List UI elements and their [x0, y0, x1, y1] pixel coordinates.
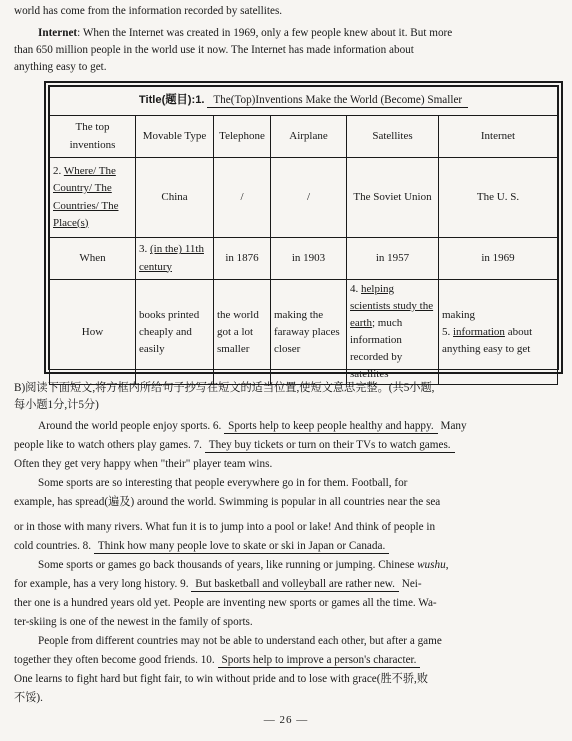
table-row-where — [50, 158, 558, 238]
answer-7: They buy tickets or turn on their TVs to watch games. — [205, 439, 455, 453]
header-internet: Internet — [439, 116, 558, 158]
when-label: When — [50, 238, 136, 280]
p2d: cold countries. 8. — [14, 540, 92, 552]
title-label: Title(题目):1. — [138, 94, 205, 107]
when-telephone: in 1876 — [214, 238, 271, 280]
inventions-table-frame — [44, 81, 563, 381]
answer-10: Sports help to improve a person's character. — [218, 654, 421, 668]
how-int-pre: making — [442, 308, 475, 321]
passage-line-1 — [38, 419, 467, 433]
where-telephone: / — [214, 158, 271, 238]
wushu-word: wushu — [417, 559, 446, 571]
table-header-row — [50, 116, 558, 158]
table-row-when — [50, 238, 558, 280]
when-internet: in 1969 — [439, 238, 558, 280]
p1c: people like to watch others play games. 7. — [14, 439, 202, 451]
how-sat-prefix: 4. — [350, 283, 359, 295]
passage-line-12: People from different countries may not be able to understand each other, but after a game — [38, 635, 442, 647]
passage-line-9 — [14, 577, 422, 591]
title-answer: The(Top)Inventions Make the World (Become) Smaller — [207, 94, 468, 108]
table-row-how — [50, 280, 558, 385]
p3a: Some sports or games go back thousands of years, like running or jumping. Chinese — [38, 559, 415, 571]
when-movable-type — [136, 238, 214, 280]
passage-line-11: ter-skiing is one of the newest in the family of sports. — [14, 616, 253, 628]
where-prefix: 2. — [53, 165, 62, 178]
header-satellites: Satellites — [347, 116, 439, 158]
page-number: — 26 — — [263, 714, 309, 726]
table-title-row — [50, 87, 558, 116]
header-airplane: Airplane — [271, 116, 347, 158]
header-telephone: Telephone — [214, 116, 271, 158]
passage-line-4: Some sports are so interesting that people everywhere go in for them. Football, for — [38, 477, 408, 489]
passage-line-2 — [14, 438, 455, 452]
passage-line-10: ther one is a hundred years old yet. People are inventing new sports or games all the time. Wa- — [14, 597, 437, 609]
when-answer: (in the) 11th century — [139, 243, 204, 273]
passage-line-15: 不馁). — [14, 692, 43, 704]
intro-text-2: : When the Internet was created in 1969, only a few people knew about it. But more — [77, 27, 453, 39]
how-label: How — [50, 280, 136, 385]
header-rowlabel: The top inventions — [50, 116, 136, 158]
how-int-answer: information — [453, 325, 505, 338]
how-sat-rest: ; much information recorded by satellites — [350, 317, 403, 381]
section-b-instruction-1: B)阅读下面短文,将方框内所给句子抄写在短文的适当位置,使短文意思完整。(共5小题, — [14, 382, 435, 394]
how-internet — [439, 280, 558, 385]
p1a: Around the world people enjoy sports. 6. — [38, 420, 222, 432]
when-satellites: in 1957 — [347, 238, 439, 280]
intro-line-4: anything easy to get. — [14, 61, 107, 73]
where-label-cell — [50, 158, 136, 238]
how-airplane: making the faraway places closer — [271, 280, 347, 385]
answer-6: Sports help to keep people healthy and happy. — [224, 420, 438, 434]
passage-line-5: example, has spread(遍及) around the world. Swimming is popular in all countries near the sea — [14, 496, 441, 508]
section-b-instruction-2: 每小题1分,计5分) — [14, 399, 99, 411]
passage-line-8 — [38, 558, 448, 572]
passage-line-13 — [14, 653, 420, 667]
when-airplane: in 1903 — [271, 238, 347, 280]
where-movable-type: China — [136, 158, 214, 238]
where-internet: The U. S. — [439, 158, 558, 238]
how-satellites — [347, 280, 439, 385]
where-answer: Where/ The Country/ The Countries/ The Place(s) — [53, 165, 119, 229]
intro-line-2 — [38, 26, 452, 40]
internet-label: Internet — [38, 27, 78, 39]
how-telephone: the world got a lot smaller — [214, 280, 271, 385]
inventions-table — [49, 86, 558, 385]
intro-line-1: world has come from the information recorded by satellites. — [14, 5, 283, 17]
where-airplane: / — [271, 158, 347, 238]
p1b: Many — [440, 420, 467, 432]
how-movable-type: books printed cheaply and easily — [136, 280, 214, 385]
when-prefix: 3. — [139, 243, 148, 256]
passage-line-14: One learns to fight hard but fight fair, to win without pride and to lose with grace(胜不骄,败 — [14, 673, 429, 685]
intro-line-3: than 650 million people in the world use it now. The Internet has made information about — [14, 44, 414, 56]
how-int-prefix: 5. — [442, 325, 451, 338]
p3a2: , — [445, 559, 449, 571]
passage-line-3: Often they get very happy when "their" player team wins. — [14, 458, 273, 470]
table-title-cell — [50, 87, 558, 116]
how-sat-answer: helping scientists study the earth — [350, 283, 434, 330]
how-int-rest: about anything easy to get — [442, 325, 533, 355]
header-movable-type: Movable Type — [136, 116, 214, 158]
p4b: together they often become good friends. 10. — [14, 654, 215, 666]
passage-line-6: or in those with many rivers. What fun it is to jump into a pool or lake! And think of people in — [14, 521, 436, 533]
p3b: for example, has a very long history. 9. — [14, 578, 189, 590]
p3b2: Nei- — [401, 578, 422, 590]
answer-8: Think how many people love to skate or ski in Japan or Canada. — [94, 540, 389, 554]
where-satellites: The Soviet Union — [347, 158, 439, 238]
answer-9: But basketball and volleyball are rather new. — [191, 578, 399, 592]
passage-line-7 — [14, 539, 389, 553]
